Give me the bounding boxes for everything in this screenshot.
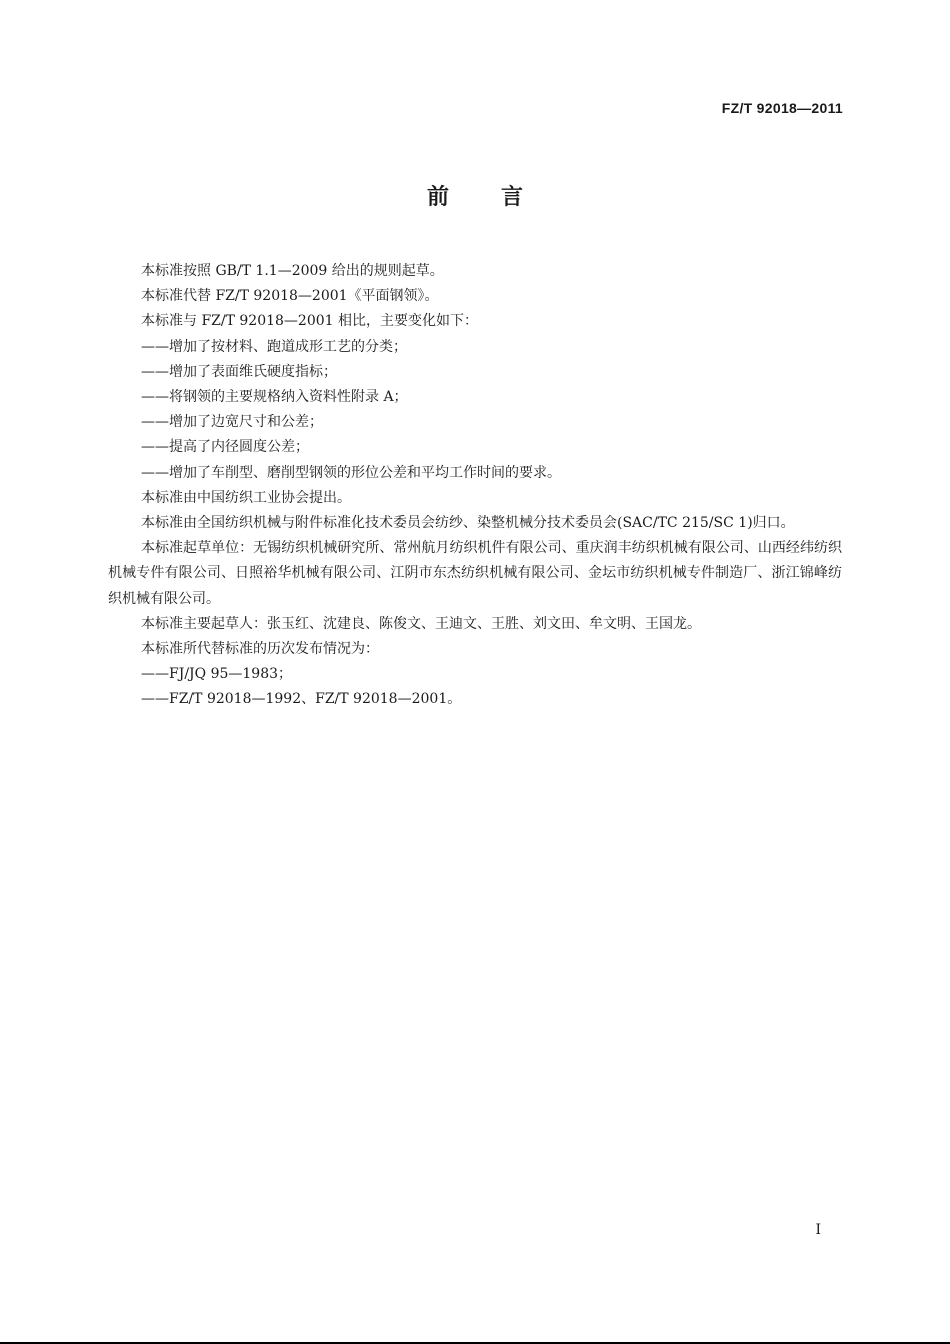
- foreword-body: [108, 259, 842, 713]
- paragraph-proposed-by: 本标准由中国纺织工业协会提出。: [141, 489, 351, 506]
- paragraph-history-intro: 本标准所代替标准的历次发布情况为：: [141, 641, 379, 658]
- page-title: 前言: [426, 185, 575, 210]
- change-item: ——将钢领的主要规格纳入资料性附录 A；: [141, 389, 408, 406]
- paragraph-drafting-rules: 本标准按照 GB/T 1.1—2009 给出的规则起草。: [141, 263, 444, 279]
- history-item: ——FZ/T 92018—1992、FZ/T 92018—2001。: [141, 691, 462, 708]
- change-item: ——增加了车削型、磨削型钢领的形位公差和平均工作时间的要求。: [141, 464, 561, 481]
- history-item: ——FJ/JQ 95—1983；: [141, 666, 293, 683]
- page-number: I: [815, 1222, 821, 1238]
- paragraph-drafting-units: 本标准起草单位：无锡纺织机械研究所、常州航月纺织机件有限公司、重庆润丰纺织机械有限公司、山西经纬纺织机械专件有限公司、日照裕华机械有限公司、江阴市东杰纺织机械有限公司、金坛市纺织机械专件制造厂、浙江锦峰纺织机械有限公司。: [108, 540, 842, 607]
- paragraph-drafters: 本标准主要起草人：张玉红、沈建良、陈俊文、王迪文、王胜、刘文田、牟文明、王国龙。: [141, 615, 701, 632]
- change-item: ——提高了内径圆度公差；: [141, 439, 309, 456]
- paragraph-changes-intro: 本标准与 FZ/T 92018—2001 相比，主要变化如下：: [141, 313, 479, 330]
- paragraph-administered-by: 本标准由全国纺织机械与附件标准化技术委员会纺纱、染整机械分技术委员会(SAC/TC 215/SC 1)归口。: [141, 515, 795, 532]
- change-item: ——增加了按材料、跑道成形工艺的分类；: [141, 338, 407, 355]
- standard-code: FZ/T 92018—2011: [721, 100, 843, 116]
- change-item: ——增加了表面维氏硬度指标；: [141, 363, 337, 380]
- change-item: ——增加了边宽尺寸和公差；: [141, 414, 323, 431]
- paragraph-replaces: 本标准代替 FZ/T 92018—2001《平面钢领》。: [141, 288, 439, 305]
